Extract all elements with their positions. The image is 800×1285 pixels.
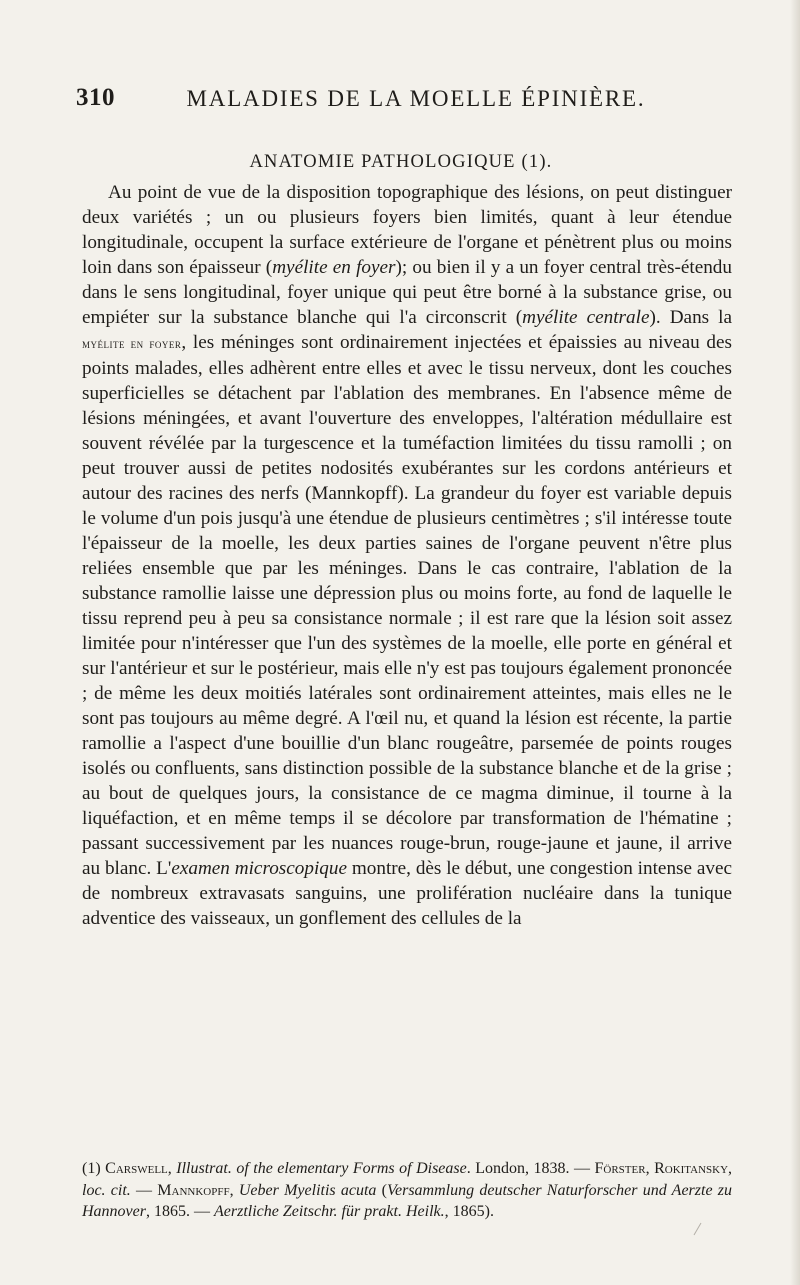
footnote-text: , [167, 1160, 177, 1177]
body-paragraph [82, 180, 732, 931]
text-run: ); ou bien il y a un foyer central très-étendu dans le sens longitudinal, foyer unique qui peut être borné à la substance grise, ou empiéter sur la substance blanche qui l'a circonscrit ( [82, 257, 732, 328]
citation-title: Illustrat. of the elementary Forms of Disease [176, 1160, 467, 1177]
section-title: ANATOMIE PATHOLOGIQUE (1). [249, 152, 553, 172]
citation-title: loc. cit. [82, 1181, 131, 1199]
author-name: Rokitansky [654, 1160, 729, 1177]
page-header [76, 84, 726, 120]
author-name: Förster [594, 1160, 646, 1177]
footnote-text: , [728, 1160, 733, 1177]
footnote-text: , 1865). [444, 1203, 494, 1220]
text-run: ). Dans la [649, 307, 733, 328]
author-name: Carswell [105, 1160, 168, 1177]
italic-term: examen microscopique [171, 858, 347, 879]
footnote-text: , 1865. — [145, 1203, 214, 1220]
page-edge-shadow [790, 0, 800, 1285]
italic-term: myélite centrale [522, 307, 650, 328]
footnote-text: — [130, 1181, 158, 1199]
footnote-marker: (1) [82, 1160, 106, 1177]
author-name: Mannkopff [157, 1181, 230, 1199]
footnote [82, 1158, 732, 1223]
citation-title: Ueber Myelitis acuta [238, 1181, 377, 1199]
page-number: 310 [76, 84, 115, 111]
text-run: Au point de vue de la disposition topographique des lésions, on peut distinguer deux variétés ; un ou plusieurs foyers bien limités, quant à leur étendue longitudinale, occupent la surface extérieure de l'organe et pénètrent plus ou moins loin dans son épaisseur ( [82, 182, 732, 278]
italic-term: myélite en foyer [272, 257, 396, 278]
citation-title: Versammlung deutscher Naturforscher und Aerzte zu Hannover [82, 1181, 733, 1220]
footnote-text: . London, 1838. — [466, 1160, 595, 1177]
footnote-text: , [229, 1181, 239, 1199]
footnote-text: ( [376, 1181, 387, 1199]
smallcaps-term: myélite en foyer [82, 336, 182, 351]
text-run: montre, dès le début, une congestion intense avec de nombreux extravasats sanguins, une prolifération nucléaire dans la tunique adventice des vaisseaux, un gonflement des cellules de la [82, 858, 732, 929]
footnote-text: , [645, 1160, 655, 1177]
text-run: , les méninges sont ordinairement injectées et épaissies au niveau des points malades, elles adhèrent entre elles et avec le tissu nerveux, dont les couches superficielles se détachent par l'ablation des membranes. En l'absence même de lésions méningées, et avant l'ouverture des enveloppes, l'altération médullaire est souvent révélée par la turgescence et la tuméfaction limitées du tissu ramolli ; on peut trouver aussi de petites nodosités exubérantes sur les cordons antérieurs et autour des racines des nerfs (Mannkopff). La grandeur du foyer est variable depuis le volume d'un pois jusqu'à une étendue de plusieurs centimètres ; s'il intéresse toute l'épaisseur de la moelle, les deux parties saines de l'organe peuvent n'être plus reliées ensemble que par les méninges. Dans le cas contraire, l'ablation de la substance ramollie laisse une dépression plus ou moins forte, au fond de laquelle le tissu reprend peu à peu sa consistance normale ; il est rare que la lésion soit assez limitée pour n'intéresser que l'un des systèmes de la moelle, elle porte en général et sur l'antérieur et sur le postérieur, mais elle n'y est pas toujours également prononcée ; de même les deux moitiés latérales sont ordinairement atteintes, mais elles ne le sont pas toujours au même degré. A l'œil nu, et quand la lésion est récente, la partie ramollie a l'aspect d'une bouillie d'un blanc rougeâtre, parsemée de points rouges isolés ou confluents, sans distinction possible de la substance blanche et de la grise ; au bout de quelques jours, la consistance de ce magma diminue, il tourne à la liquéfaction, et en même temps il se décolore par transformation de l'hématine ; passant successivement par les nuances rouge-brun, rouge-jaune et jaune, il arrive au blanc. L' [82, 332, 732, 879]
scan-mark [694, 1223, 702, 1236]
citation-title: Aerztliche Zeitschr. für prakt. Heilk. [213, 1203, 445, 1220]
running-head: MALADIES DE LA MOELLE ÉPINIÈRE. [186, 86, 646, 111]
